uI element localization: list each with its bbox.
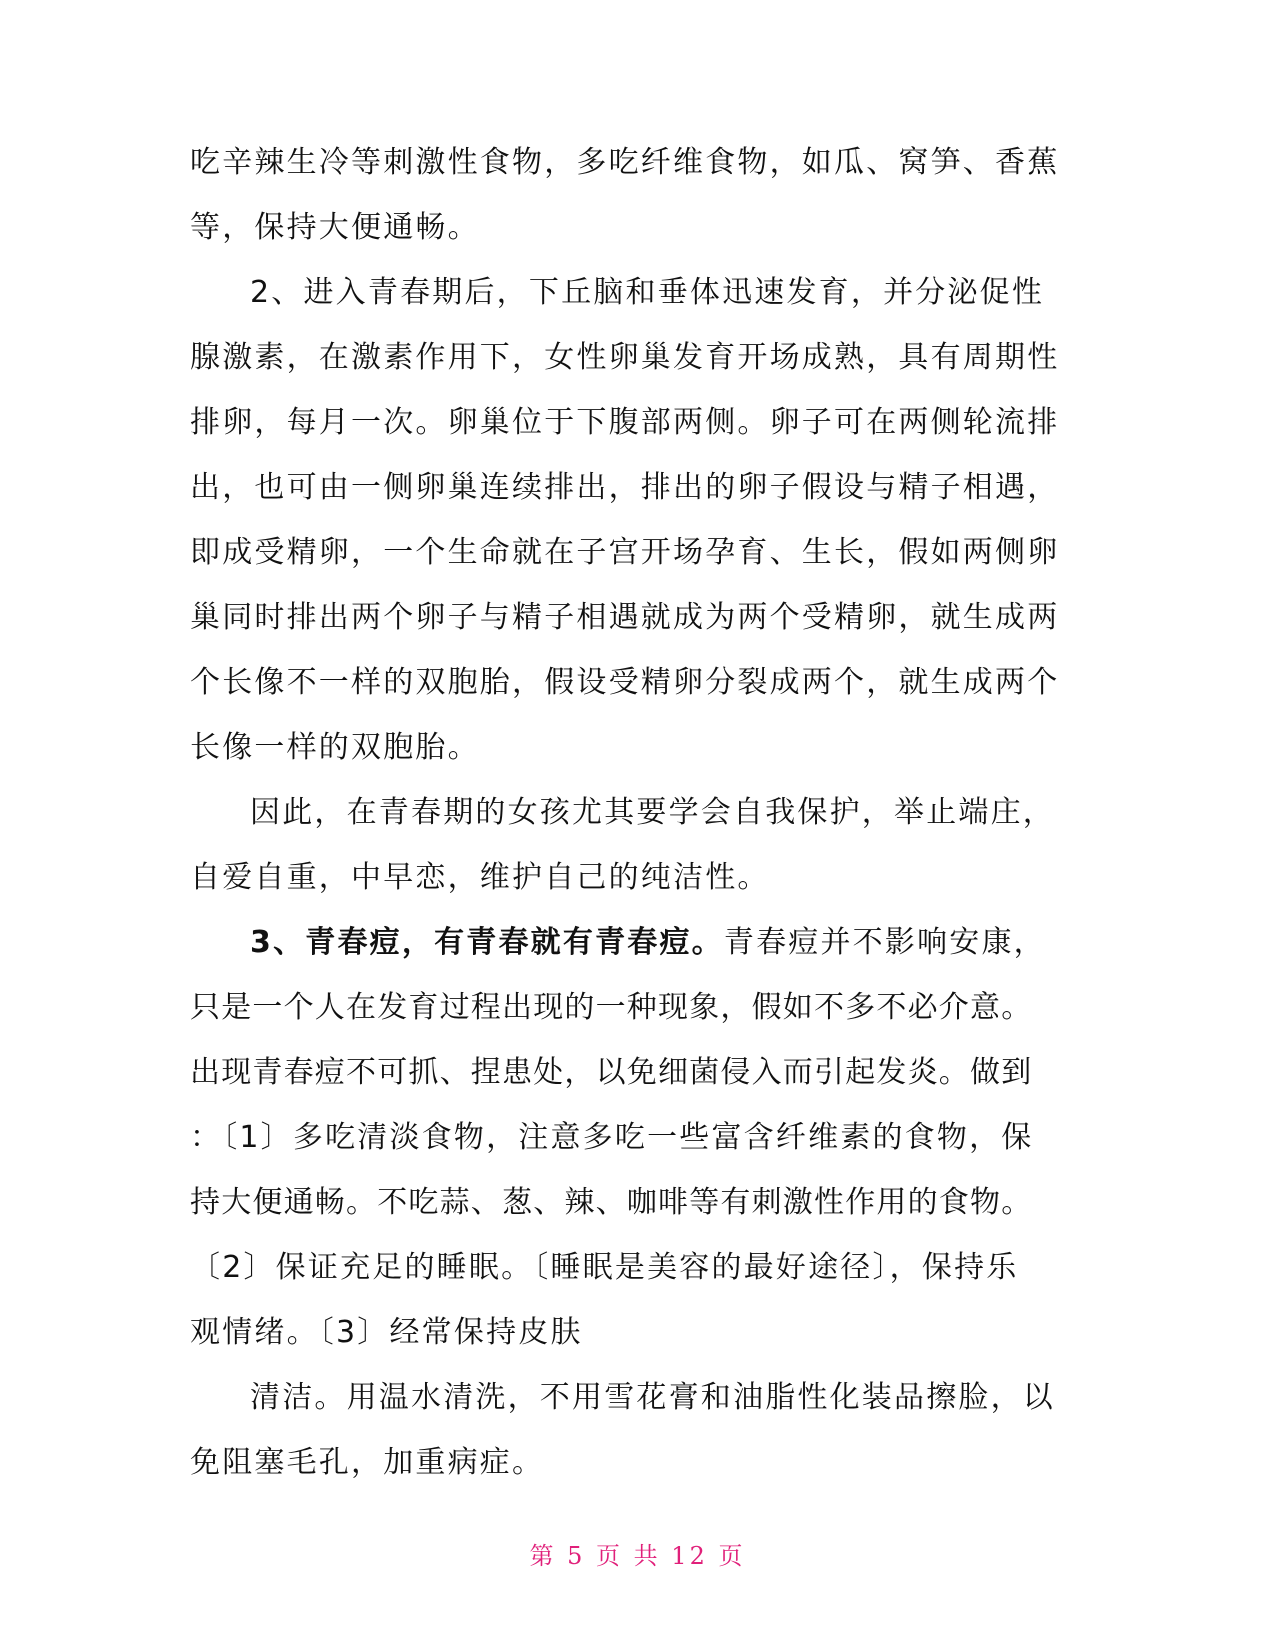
text-line: 出现青春痘不可抓、捏患处，以免细菌侵入而引起发炎。做到 xyxy=(190,1055,1033,1090)
text-line: 巢同时排出两个卵子与精子相遇就成为两个受精卵，就生成两 xyxy=(190,600,1060,635)
text-line: 长像一样的双胞胎。 xyxy=(190,730,480,765)
text-line: 免阻塞毛孔，加重病症。 xyxy=(190,1445,545,1480)
text-line: 出，也可由一侧卵巢连续排出，排出的卵子假设与精子相遇， xyxy=(190,470,1060,505)
text-line: 2、进入青春期后，下丘脑和垂体迅速发育，并分泌促性 xyxy=(250,275,1045,310)
text-line: 等，保持大便通畅。 xyxy=(190,210,480,245)
text-line: 腺激素，在激素作用下，女性卵巢发育开场成熟，具有周期性 xyxy=(190,340,1060,375)
text-line: 排卵，每月一次。卵巢位于下腹部两侧。卵子可在两侧轮流排 xyxy=(190,405,1060,440)
text-line: 持大便通畅。不吃蒜、葱、辣、咖啡等有刺激性作用的食物。 xyxy=(190,1185,1033,1220)
text-line: ：〔1〕多吃清淡食物，注意多吃一些富含纤维素的食物，保 xyxy=(190,1120,1034,1155)
text-line: 吃辛辣生冷等刺激性食物，多吃纤维食物，如瓜、窝笋、香蕉 xyxy=(190,145,1060,180)
page-number-footer: 第 5 页 共 12 页 xyxy=(529,1542,746,1570)
text-line: 观情绪。〔3〕经常保持皮肤 xyxy=(190,1315,583,1350)
document-body xyxy=(190,130,1090,1495)
acne-heading-rest: 青春痘并不影响安康， xyxy=(723,925,1046,960)
text-line: 个长像不一样的双胞胎，假设受精卵分裂成两个，就生成两个 xyxy=(190,665,1060,700)
acne-heading: 3、青春痘，有青春就有青春痘。 xyxy=(250,925,724,960)
text-line: 自爱自重，中早恋，维护自己的纯洁性。 xyxy=(190,860,770,895)
acne-paragraph-first-line xyxy=(190,910,1090,975)
text-line: 只是一个人在发育过程出现的一种现象，假如不多不必介意。 xyxy=(190,990,1033,1025)
text-line: 因此，在青春期的女孩尤其要学会自我保护，举止端庄， xyxy=(250,795,1055,830)
text-line: 即成受精卵，一个生命就在子宫开场孕育、生长，假如两侧卵 xyxy=(190,535,1060,570)
text-line: 清洁。用温水清洗，不用雪花膏和油脂性化装品擦脸，以 xyxy=(250,1380,1055,1415)
text-line: 〔2〕保证充足的睡眠。〔睡眠是美容的最好途径〕，保持乐 xyxy=(190,1250,1019,1285)
